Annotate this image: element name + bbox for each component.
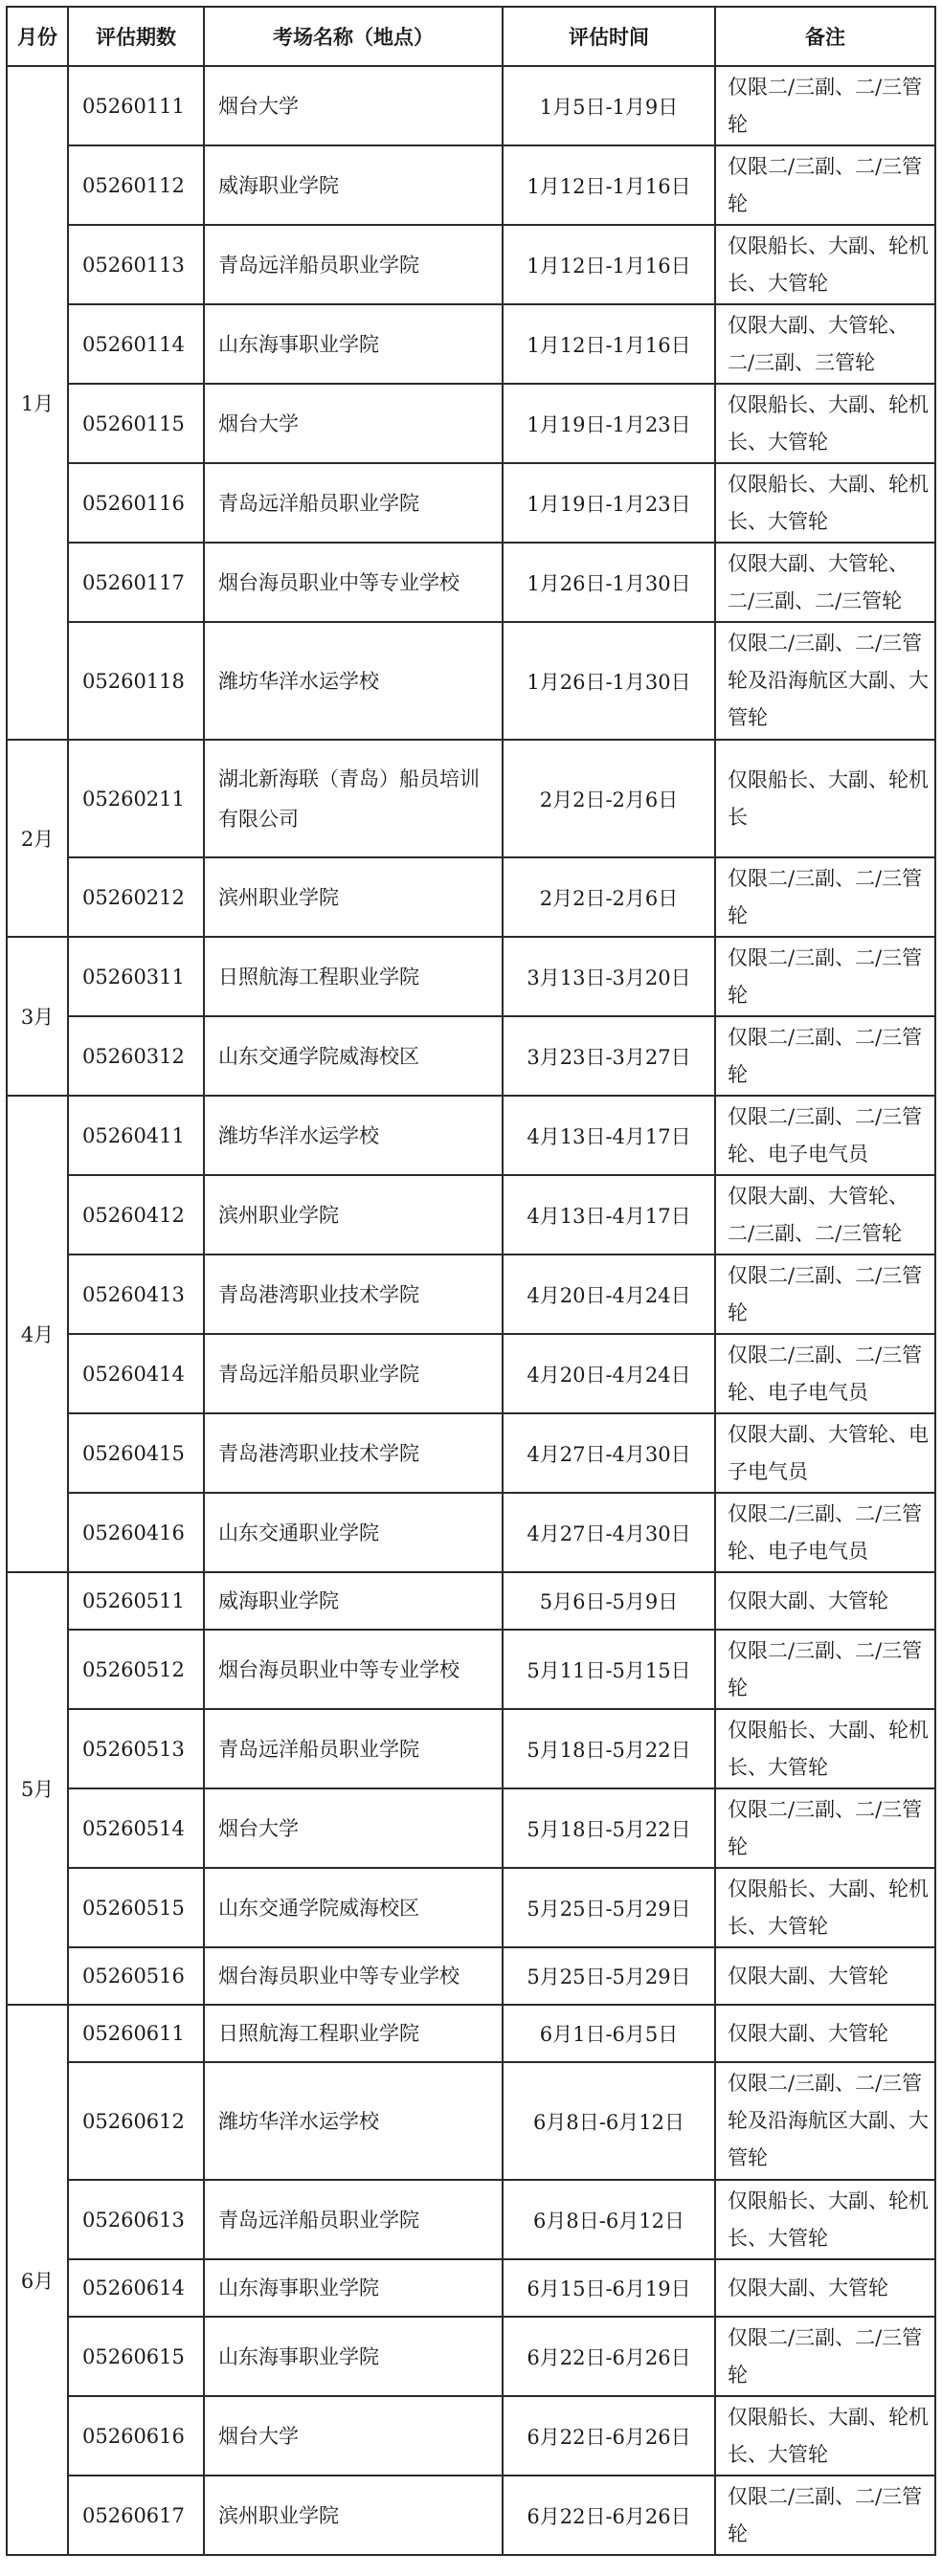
note-cell: 仅限二/三副、二/三管轮	[715, 2317, 935, 2396]
table-row	[7, 1096, 935, 1175]
note-cell: 仅限二/三副、二/三管轮	[715, 937, 935, 1016]
venue-cell: 烟台海员职业中等专业学校	[204, 1947, 503, 2005]
date-cell: 1月12日-1月16日	[503, 304, 715, 384]
month-cell: 1月	[7, 66, 68, 740]
header-row	[7, 7, 935, 66]
venue-cell: 滨州职业学院	[204, 2476, 503, 2555]
note-cell: 仅限船长、大副、轮机长、大管轮	[715, 2180, 935, 2259]
table-row	[7, 1493, 935, 1572]
period-id-cell: 05260614	[68, 2259, 204, 2317]
period-id-cell: 05260514	[68, 1788, 204, 1868]
month-cell: 2月	[7, 740, 68, 937]
period-id-cell: 05260413	[68, 1255, 204, 1334]
period-id-cell: 05260211	[68, 740, 204, 857]
note-cell: 仅限船长、大副、轮机长、大管轮	[715, 1709, 935, 1788]
date-cell: 6月1日-6月5日	[503, 2005, 715, 2062]
table-row	[7, 463, 935, 543]
date-cell: 1月5日-1月9日	[503, 66, 715, 145]
venue-cell: 烟台大学	[204, 384, 503, 463]
venue-cell: 烟台海员职业中等专业学校	[204, 543, 503, 622]
date-cell: 1月26日-1月30日	[503, 622, 715, 740]
date-cell: 2月2日-2月6日	[503, 740, 715, 857]
table-row	[7, 1788, 935, 1868]
table-row	[7, 304, 935, 384]
month-cell: 6月	[7, 2005, 68, 2555]
header-note: 备注	[715, 7, 935, 66]
venue-cell: 滨州职业学院	[204, 857, 503, 937]
date-cell: 4月27日-4月30日	[503, 1413, 715, 1493]
month-cell: 3月	[7, 937, 68, 1096]
table-row	[7, 2062, 935, 2180]
date-cell: 4月13日-4月17日	[503, 1175, 715, 1255]
table-row	[7, 66, 935, 145]
table-row	[7, 1947, 935, 2005]
table-row	[7, 2005, 935, 2062]
schedule-table	[6, 6, 936, 2556]
note-cell: 仅限船长、大副、轮机长	[715, 740, 935, 857]
period-id-cell: 05260115	[68, 384, 204, 463]
table-row	[7, 2180, 935, 2259]
period-id-cell: 05260312	[68, 1016, 204, 1096]
period-id-cell: 05260611	[68, 2005, 204, 2062]
note-cell: 仅限大副、大管轮、二/三副、二/三管轮	[715, 1175, 935, 1255]
date-cell: 5月18日-5月22日	[503, 1788, 715, 1868]
date-cell: 4月20日-4月24日	[503, 1255, 715, 1334]
period-id-cell: 05260613	[68, 2180, 204, 2259]
venue-cell: 烟台大学	[204, 2396, 503, 2476]
period-id-cell: 05260212	[68, 857, 204, 937]
note-cell: 仅限二/三副、二/三管轮	[715, 1630, 935, 1709]
table-row	[7, 1175, 935, 1255]
venue-cell: 山东交通学院威海校区	[204, 1016, 503, 1096]
header-month: 月份	[7, 7, 68, 66]
venue-cell: 潍坊华洋水运学校	[204, 1096, 503, 1175]
note-cell: 仅限船长、大副、轮机长、大管轮	[715, 463, 935, 543]
note-cell: 仅限大副、大管轮、二/三副、三管轮	[715, 304, 935, 384]
note-cell: 仅限二/三副、二/三管轮、电子电气员	[715, 1096, 935, 1175]
date-cell: 5月11日-5月15日	[503, 1630, 715, 1709]
table-row	[7, 1572, 935, 1630]
date-cell: 1月19日-1月23日	[503, 384, 715, 463]
venue-cell: 青岛远洋船员职业学院	[204, 2180, 503, 2259]
note-cell: 仅限二/三副、二/三管轮	[715, 1016, 935, 1096]
venue-cell: 山东海事职业学院	[204, 2259, 503, 2317]
period-id-cell: 05260516	[68, 1947, 204, 2005]
date-cell: 1月19日-1月23日	[503, 463, 715, 543]
date-cell: 6月8日-6月12日	[503, 2180, 715, 2259]
table-row	[7, 2396, 935, 2476]
venue-cell: 烟台大学	[204, 1788, 503, 1868]
note-cell: 仅限大副、大管轮	[715, 1947, 935, 2005]
note-cell: 仅限大副、大管轮	[715, 2005, 935, 2062]
note-cell: 仅限二/三副、二/三管轮、电子电气员	[715, 1493, 935, 1572]
venue-cell: 山东交通职业学院	[204, 1493, 503, 1572]
venue-cell: 青岛远洋船员职业学院	[204, 225, 503, 304]
header-period-id: 评估期数	[68, 7, 204, 66]
period-id-cell: 05260112	[68, 145, 204, 225]
table-row	[7, 2476, 935, 2555]
period-id-cell: 05260311	[68, 937, 204, 1016]
date-cell: 6月22日-6月26日	[503, 2317, 715, 2396]
period-id-cell: 05260411	[68, 1096, 204, 1175]
table-row	[7, 543, 935, 622]
table-row	[7, 225, 935, 304]
table-body	[7, 66, 935, 2555]
venue-cell: 湖北新海联（青岛）船员培训有限公司	[204, 740, 503, 857]
period-id-cell: 05260415	[68, 1413, 204, 1493]
date-cell: 5月25日-5月29日	[503, 1947, 715, 2005]
note-cell: 仅限船长、大副、轮机长、大管轮	[715, 225, 935, 304]
table-row	[7, 384, 935, 463]
period-id-cell: 05260414	[68, 1334, 204, 1413]
date-cell: 2月2日-2月6日	[503, 857, 715, 937]
period-id-cell: 05260114	[68, 304, 204, 384]
table-row	[7, 2317, 935, 2396]
table-row	[7, 1868, 935, 1947]
period-id-cell: 05260615	[68, 2317, 204, 2396]
date-cell: 6月15日-6月19日	[503, 2259, 715, 2317]
header-venue: 考场名称（地点）	[204, 7, 503, 66]
venue-cell: 烟台海员职业中等专业学校	[204, 1630, 503, 1709]
table-row	[7, 622, 935, 740]
period-id-cell: 05260113	[68, 225, 204, 304]
month-cell: 4月	[7, 1096, 68, 1572]
note-cell: 仅限二/三副、二/三管轮及沿海航区大副、大管轮	[715, 622, 935, 740]
period-id-cell: 05260512	[68, 1630, 204, 1709]
date-cell: 6月8日-6月12日	[503, 2062, 715, 2180]
note-cell: 仅限二/三副、二/三管轮	[715, 857, 935, 937]
date-cell: 3月13日-3月20日	[503, 937, 715, 1016]
period-id-cell: 05260513	[68, 1709, 204, 1788]
date-cell: 5月18日-5月22日	[503, 1709, 715, 1788]
date-cell: 3月23日-3月27日	[503, 1016, 715, 1096]
date-cell: 6月22日-6月26日	[503, 2476, 715, 2555]
table-row	[7, 2259, 935, 2317]
table-row	[7, 145, 935, 225]
date-cell: 4月20日-4月24日	[503, 1334, 715, 1413]
venue-cell: 威海职业学院	[204, 1572, 503, 1630]
period-id-cell: 05260616	[68, 2396, 204, 2476]
venue-cell: 潍坊华洋水运学校	[204, 2062, 503, 2180]
note-cell: 仅限二/三副、二/三管轮及沿海航区大副、大管轮	[715, 2062, 935, 2180]
date-cell: 6月22日-6月26日	[503, 2396, 715, 2476]
note-cell: 仅限二/三副、二/三管轮	[715, 66, 935, 145]
period-id-cell: 05260617	[68, 2476, 204, 2555]
table-row	[7, 1630, 935, 1709]
table-row	[7, 937, 935, 1016]
table-row	[7, 1709, 935, 1788]
venue-cell: 山东交通学院威海校区	[204, 1868, 503, 1947]
venue-cell: 烟台大学	[204, 66, 503, 145]
table-row	[7, 1016, 935, 1096]
period-id-cell: 05260118	[68, 622, 204, 740]
period-id-cell: 05260612	[68, 2062, 204, 2180]
table-header	[7, 7, 935, 66]
header-date: 评估时间	[503, 7, 715, 66]
date-cell: 5月6日-5月9日	[503, 1572, 715, 1630]
table-row	[7, 1334, 935, 1413]
table-row	[7, 857, 935, 937]
period-id-cell: 05260116	[68, 463, 204, 543]
period-id-cell: 05260111	[68, 66, 204, 145]
venue-cell: 日照航海工程职业学院	[204, 2005, 503, 2062]
date-cell: 4月27日-4月30日	[503, 1493, 715, 1572]
note-cell: 仅限船长、大副、轮机长、大管轮	[715, 2396, 935, 2476]
date-cell: 1月26日-1月30日	[503, 543, 715, 622]
venue-cell: 青岛远洋船员职业学院	[204, 1709, 503, 1788]
date-cell: 1月12日-1月16日	[503, 145, 715, 225]
note-cell: 仅限二/三副、二/三管轮	[715, 1255, 935, 1334]
venue-cell: 青岛港湾职业技术学院	[204, 1255, 503, 1334]
month-cell: 5月	[7, 1572, 68, 2005]
note-cell: 仅限大副、大管轮	[715, 2259, 935, 2317]
period-id-cell: 05260511	[68, 1572, 204, 1630]
note-cell: 仅限二/三副、二/三管轮	[715, 2476, 935, 2555]
date-cell: 5月25日-5月29日	[503, 1868, 715, 1947]
note-cell: 仅限大副、大管轮、电子电气员	[715, 1413, 935, 1493]
period-id-cell: 05260117	[68, 543, 204, 622]
note-cell: 仅限二/三副、二/三管轮	[715, 145, 935, 225]
date-cell: 1月12日-1月16日	[503, 225, 715, 304]
venue-cell: 青岛远洋船员职业学院	[204, 1334, 503, 1413]
note-cell: 仅限二/三副、二/三管轮	[715, 1788, 935, 1868]
note-cell: 仅限大副、大管轮、二/三副、二/三管轮	[715, 543, 935, 622]
date-cell: 4月13日-4月17日	[503, 1096, 715, 1175]
table-row	[7, 1413, 935, 1493]
period-id-cell: 05260515	[68, 1868, 204, 1947]
note-cell: 仅限船长、大副、轮机长、大管轮	[715, 384, 935, 463]
note-cell: 仅限二/三副、二/三管轮、电子电气员	[715, 1334, 935, 1413]
venue-cell: 日照航海工程职业学院	[204, 937, 503, 1016]
venue-cell: 青岛远洋船员职业学院	[204, 463, 503, 543]
venue-cell: 滨州职业学院	[204, 1175, 503, 1255]
note-cell: 仅限船长、大副、轮机长、大管轮	[715, 1868, 935, 1947]
period-id-cell: 05260412	[68, 1175, 204, 1255]
table-row	[7, 740, 935, 857]
venue-cell: 威海职业学院	[204, 145, 503, 225]
period-id-cell: 05260416	[68, 1493, 204, 1572]
venue-cell: 山东海事职业学院	[204, 304, 503, 384]
venue-cell: 潍坊华洋水运学校	[204, 622, 503, 740]
venue-cell: 山东海事职业学院	[204, 2317, 503, 2396]
table-row	[7, 1255, 935, 1334]
venue-cell: 青岛港湾职业技术学院	[204, 1413, 503, 1493]
note-cell: 仅限大副、大管轮	[715, 1572, 935, 1630]
